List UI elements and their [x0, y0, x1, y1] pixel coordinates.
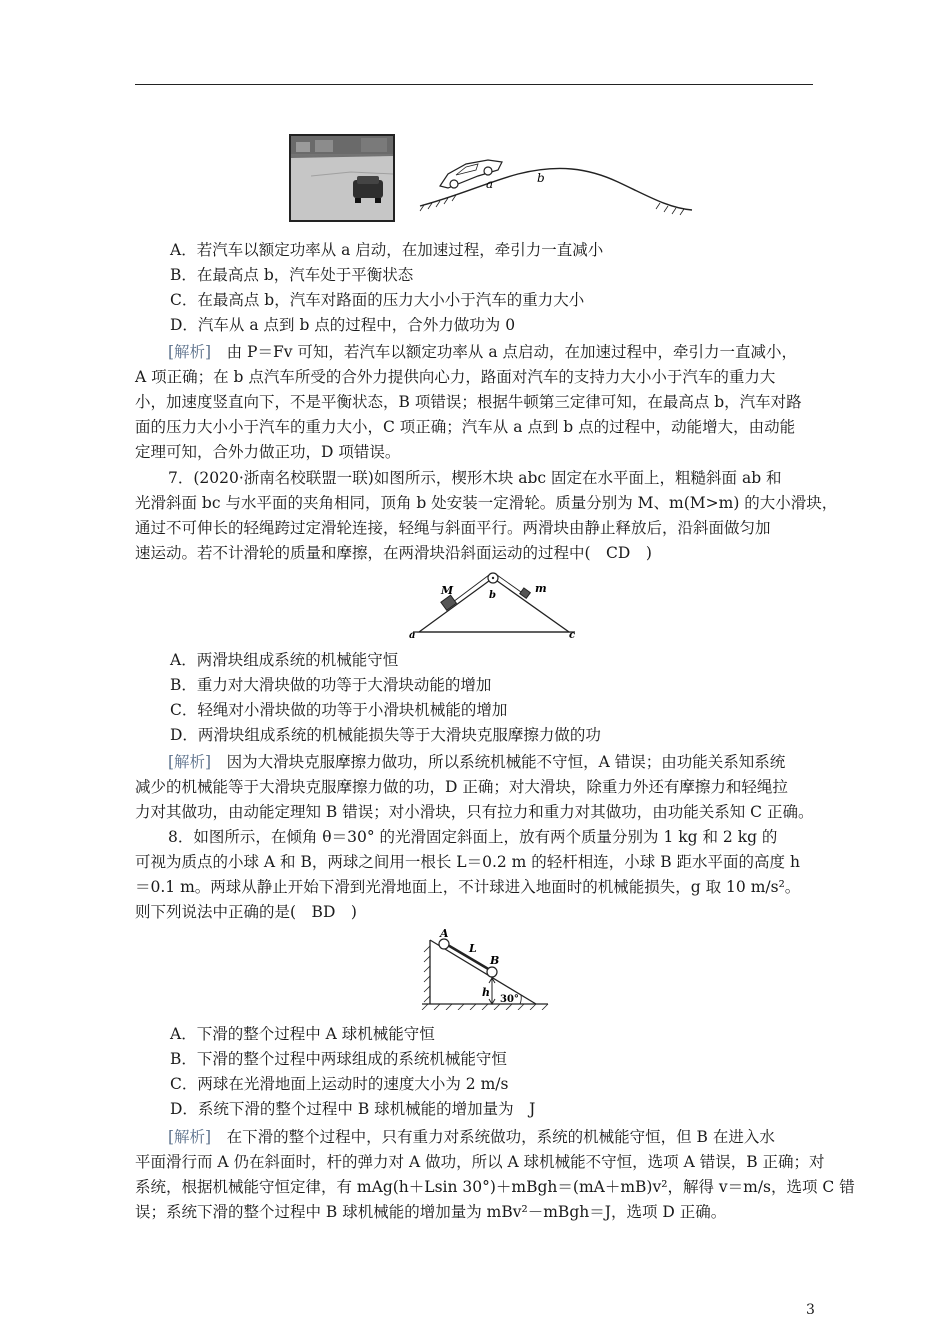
q8-stem-2: 可视为质点的小球 A 和 B，两球之间用一根长 L＝0.2 m 的轻杆相连，小球 B 距水平面的高度 h: [135, 853, 800, 871]
ground-hatching: [422, 1004, 548, 1010]
q8-option-d: D．系统下滑的整个过程中 B 球机械能的增加量为 J: [170, 1100, 536, 1118]
ground-hatching: [420, 195, 684, 215]
q6-option-c: C．在最高点 b，汽车对路面的压力大小小于汽车的重力大小: [170, 291, 585, 309]
q7-stem-3: 通过不可伸长的轻绳跨过定滑轮连接，轻绳与斜面平行。两滑块由静止释放后，沿斜面做匀加: [135, 519, 771, 537]
q8-analysis-line-1: [168, 1125, 848, 1149]
label-m: m: [535, 582, 547, 595]
q8-analysis-text-1: 在下滑的整个过程中，只有重力对系统做功，系统的机械能守恒，但 B 在进入水: [226, 1128, 775, 1146]
q6-analysis-text-1: 由 P＝Fv 可知，若汽车以额定功率从 a 点启动，在加速过程中，牵引力一直减小，: [226, 343, 798, 361]
label-A: A: [440, 928, 449, 940]
header-rule: [135, 84, 813, 85]
page-number: 3: [806, 1302, 815, 1318]
q7-option-a: A．两滑块组成系统的机械能守恒: [170, 651, 399, 669]
incline-balls-diagram: [420, 928, 550, 1010]
ball-A: [439, 939, 449, 949]
q7-stem-2: 光滑斜面 bc 与水平面的夹角相同，顶角 b 处安装一定滑轮。质量分别为 M、m(M>m) 的大小滑块，: [135, 494, 838, 512]
q8-analysis-line-2: 平面滑行而 A 仍在斜面时，杆的弹力对 A 做功，所以 A 球机械能不守恒，选项 A 错误，B 正确；对: [135, 1153, 825, 1171]
q7-stem-1: 7．(2020·浙南名校联盟一联)如图所示，楔形木块 abc 固定在水平面上，粗糙斜面 ab 和: [168, 469, 782, 487]
label-b: b: [489, 590, 496, 601]
q8-analysis-line-3: 系统，根据机械能守恒定律，有 mAg(h＋Lsin 30°)＋mBgh＝(mA＋mB)v²，解得 v＝m/s，选项 C 错: [135, 1178, 855, 1196]
q7-option-d: D．两滑块组成系统的机械能损失等于大滑块克服摩擦力做的功: [170, 726, 601, 744]
q8-stem-3: ＝0.1 m。两球从静止开始下滑到光滑地面上，不计球进入地面时的机械能损失，g 取 10 m/s²。: [135, 878, 801, 896]
label-b: b: [537, 171, 545, 185]
block-M: [441, 595, 457, 610]
label-L: L: [469, 942, 477, 955]
q7-analysis-tag: [解析]: [168, 753, 212, 771]
q6-analysis-tag: [解析]: [168, 343, 212, 361]
wedge-pulley-diagram: [405, 568, 585, 640]
q8-analysis-line-4: 误；系统下滑的整个过程中 B 球机械能的增加量为 mBv²－mBgh＝J，选项 D 正确。: [135, 1203, 727, 1221]
q7-option-b: B．重力对大滑块做的功等于大滑块动能的增加: [170, 676, 492, 694]
block-m: [520, 588, 531, 598]
q7-option-c: C．轻绳对小滑块做的功等于小滑块机械能的增加: [170, 701, 508, 719]
ball-B: [487, 967, 497, 977]
wall-hatching: [424, 946, 430, 1002]
q6-option-d: D．汽车从 a 点到 b 点的过程中，合外力做功为 0: [170, 316, 516, 334]
q7-analysis-line-2: 减少的机械能等于大滑块克服摩擦力做的功，D 正确；对大滑块，除重力外还有摩擦力和轻绳拉: [135, 778, 788, 796]
q6-analysis-line-3: 小，加速度竖直向下，不是平衡状态，B 项错误；根据牛顿第三定律可知，在最高点 b，汽车对路: [135, 393, 802, 411]
q8-option-a: A．下滑的整个过程中 A 球机械能守恒: [170, 1025, 435, 1043]
label-a: a: [486, 177, 494, 191]
q6-analysis-line-2: A 项正确；在 b 点汽车所受的合外力提供向心力，路面对汽车的支持力大小小于汽车的重力大: [135, 368, 776, 386]
q6-option-a: A．若汽车以额定功率从 a 启动，在加速过程，牵引力一直减小: [170, 241, 604, 259]
label-M: M: [441, 584, 454, 597]
q6-analysis-line-5: 定理可知，合外力做正功，D 项错误。: [135, 443, 401, 461]
q6-analysis-line-4: 面的压力大小小于汽车的重力大小，C 项正确；汽车从 a 点到 b 点的过程中，动能增大，由动能: [135, 418, 796, 436]
q8-stem-1: 8．如图所示，在倾角 θ＝30° 的光滑固定斜面上，放有两个质量分别为 1 kg 和 2 kg 的: [168, 828, 778, 846]
q7-analysis-line-3: 力对其做功，由动能定理知 B 错误；对小滑块，只有拉力和重力对其做功，由功能关系知 C 正确。: [135, 803, 814, 821]
label-B: B: [490, 954, 500, 967]
q8-option-c: C．两球在光滑地面上运动时的速度大小为 2 m/s: [170, 1075, 509, 1093]
q7-analysis-text-1: 因为大滑块克服摩擦力做功，所以系统机械能不守恒，A 错误；由功能关系知系统: [226, 753, 786, 771]
label-a: a: [409, 630, 416, 640]
road-profile-diagram: [418, 148, 694, 218]
q8-analysis-tag: [解析]: [168, 1128, 212, 1146]
q8-option-b: B．下滑的整个过程中两球组成的系统机械能守恒: [170, 1050, 507, 1068]
label-angle: 30°: [500, 994, 519, 1005]
label-c: c: [569, 630, 576, 640]
q6-option-b: B．在最高点 b，汽车处于平衡状态: [170, 266, 414, 284]
q7-stem-4: 速运动。若不计滑轮的质量和摩擦，在两滑块沿斜面运动的过程中( CD ): [135, 544, 652, 562]
car-photo: [289, 134, 395, 222]
q8-stem-4: 则下列说法中正确的是( BD ): [135, 903, 357, 921]
car-photo-image: [291, 136, 393, 220]
q7-analysis-line-1: [168, 750, 848, 774]
label-h: h: [482, 986, 490, 999]
q6-analysis-line-1: [168, 340, 848, 364]
